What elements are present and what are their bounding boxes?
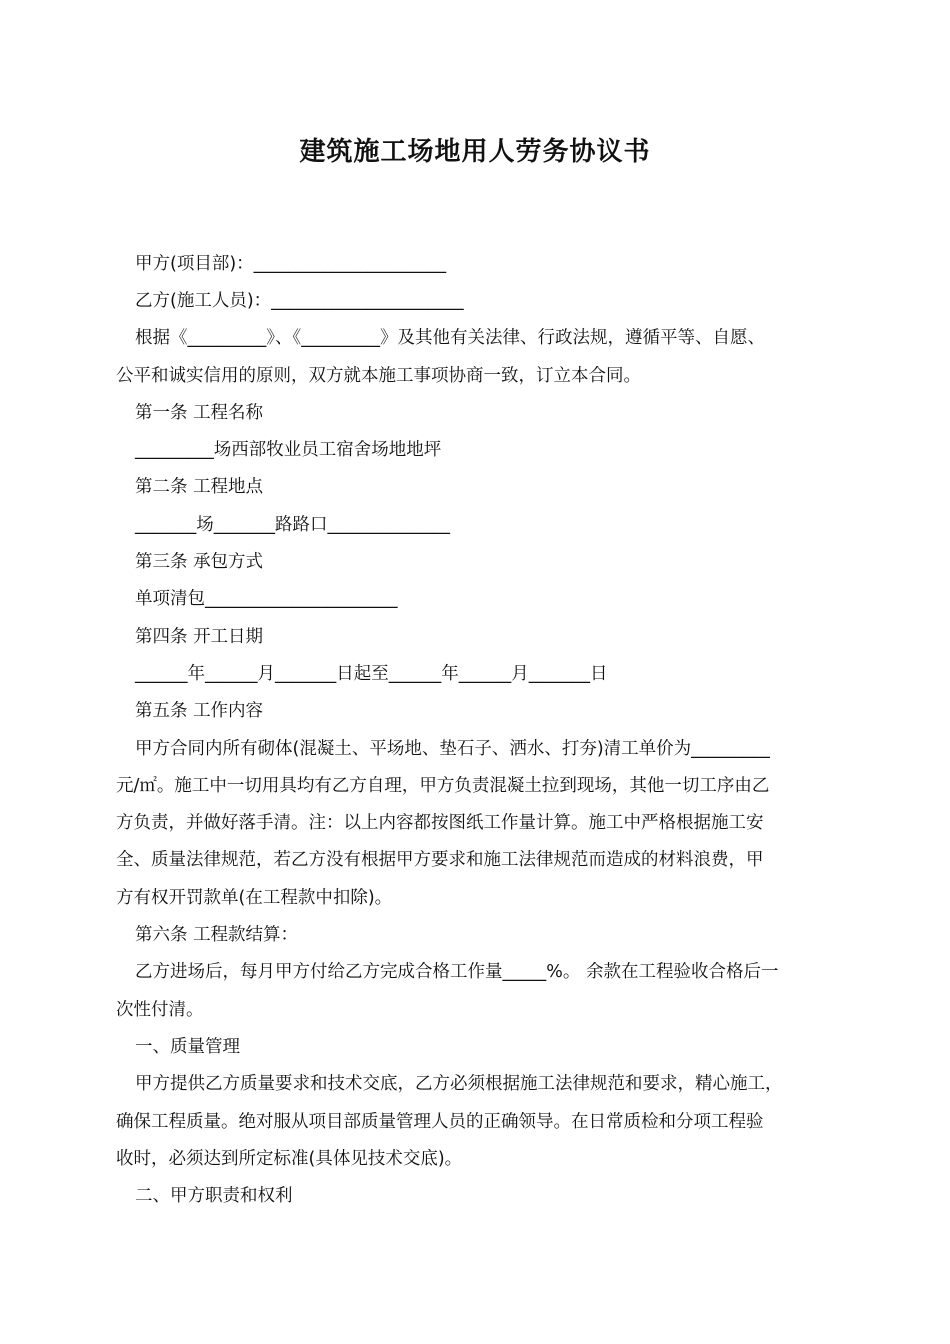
paragraph-line: 单项清包______________________ — [135, 589, 398, 609]
paragraph-line: 次性付清。 — [116, 1000, 204, 1020]
paragraph-line: ______年______月_______日起至______年______月_______日 — [135, 664, 608, 684]
paragraph-line: _________场西部牧业员工宿舍场地地坪 — [135, 440, 442, 460]
paragraph-line: 元/㎡。施工中一切用具均有乙方自理，甲方负责混凝土拉到现场，其他一切工序由乙 — [116, 776, 770, 796]
article-heading: 第四条 开工日期 — [135, 627, 264, 647]
paragraph-line: 方有权开罚款单(在工程款中扣除)。 — [116, 888, 393, 908]
paragraph-line: 乙方进场后，每月甲方付给乙方完成合格工作量_____%。 余款在工程验收合格后一 — [135, 962, 779, 982]
article-heading: 第一条 工程名称 — [135, 403, 264, 423]
section-heading: 二、甲方职责和权利 — [135, 1186, 293, 1206]
paragraph-line: 方负责，并做好落手清。注：以上内容都按图纸工作量计算。施工中严格根据施工安 — [116, 813, 764, 833]
document-title: 建筑施工场地用人劳务协议书 — [299, 137, 651, 167]
paragraph-line: 甲方提供乙方质量要求和技术交底，乙方必须根据施工法律规范和要求，精心施工， — [135, 1074, 783, 1094]
paragraph-line: _______场_______路路口______________ — [135, 515, 450, 535]
paragraph-line: 全、质量法律规范，若乙方没有根据甲方要求和施工法律规范而造成的材料浪费，甲 — [116, 850, 764, 870]
section-heading: 一、质量管理 — [135, 1037, 240, 1057]
article-heading: 第五条 工作内容 — [135, 701, 264, 721]
article-heading: 第六条 工程款结算： — [135, 925, 299, 945]
preamble-line: 公平和诚实信用的原则，双方就本施工事项协商一致，订立本合同。 — [116, 366, 641, 386]
paragraph-line: 确保工程质量。绝对服从项目部质量管理人员的正确领导。在日常质检和分项工程验 — [116, 1112, 764, 1132]
party-a-line: 甲方(项目部)：______________________ — [135, 254, 447, 274]
article-heading: 第二条 工程地点 — [135, 477, 264, 497]
paragraph-line: 收时，必须达到所定标准(具体见技术交底)。 — [116, 1149, 463, 1169]
party-b-line: 乙方(施工人员)：______________________ — [135, 291, 464, 311]
article-heading: 第三条 承包方式 — [135, 552, 264, 572]
preamble-line: 根据《_________》、《_________》及其他有关法律、行政法规，遵循平等、自愿、 — [135, 328, 765, 348]
paragraph-line: 甲方合同内所有砌体(混凝土、平场地、垫石子、洒水、打夯)清工单价为_________ — [135, 739, 770, 759]
